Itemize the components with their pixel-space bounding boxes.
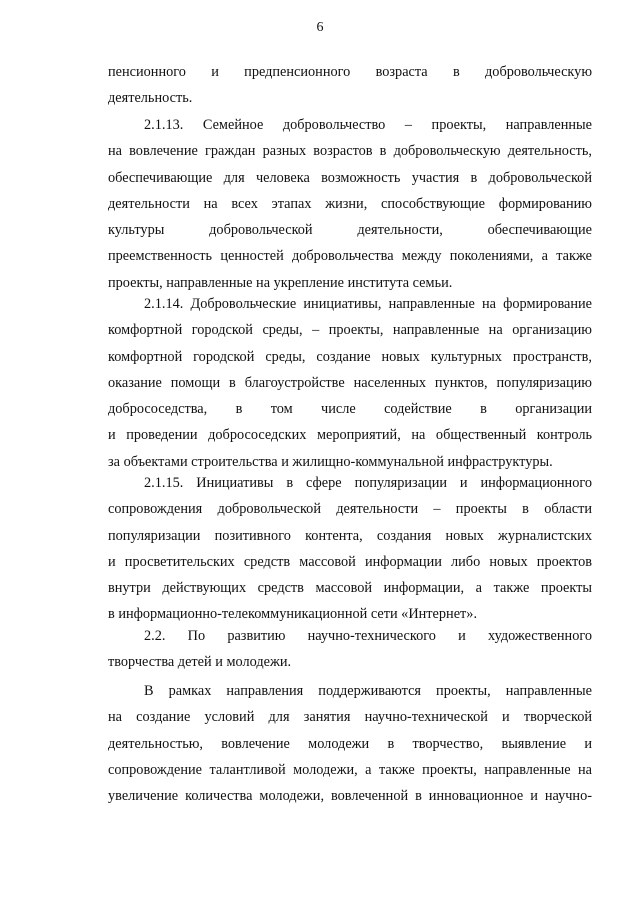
paragraph-line: и проведении добрососедских мероприятий, на общественный контроль xyxy=(108,427,592,444)
paragraph-continuation xyxy=(108,59,592,112)
paragraph-line: на создание условий для занятия научно-технической и творческой xyxy=(108,709,592,726)
paragraph-line: деятельность. xyxy=(108,90,193,107)
paragraph-line: за объектами строительства и жилищно-коммунальной инфраструктуры. xyxy=(108,453,553,470)
paragraph-direction xyxy=(108,678,592,809)
section-heading-2-2 xyxy=(108,623,592,676)
paragraph-line: обеспечивающие для человека возможность участия в добровольческой xyxy=(108,169,592,186)
paragraph-line: оказание помощи в благоустройстве населенных пунктов, популяризацию xyxy=(108,374,592,391)
paragraph-line: 2.1.13. Семейное добровольчество – проекты, направленные xyxy=(144,117,592,133)
paragraph-line: сопровождения добровольческой деятельности – проекты в области xyxy=(108,501,592,518)
paragraph-line: деятельности на всех этапах жизни, способствующие формированию xyxy=(108,195,592,212)
paragraph-line: деятельностью, вовлечение молодежи в творчество, выявление и xyxy=(108,735,592,752)
paragraph-line: пенсионного и предпенсионного возраста в добровольческую xyxy=(108,64,592,80)
paragraph-2-1-14 xyxy=(108,291,592,475)
paragraph-line: в информационно-телекоммуникационной сети «Интернет». xyxy=(108,606,478,623)
paragraph-line: увеличение количества молодежи, вовлеченной в инновационное и научно- xyxy=(108,788,592,805)
paragraph-line: внутри действующих средств массовой информации, а также проекты xyxy=(108,580,592,597)
paragraph-line: популяризации позитивного контента, создания новых журналистских xyxy=(108,527,592,544)
paragraph-line: творчества детей и молодежи. xyxy=(108,654,292,671)
paragraph-line: на вовлечение граждан разных возрастов в добровольческую деятельность, xyxy=(108,143,592,160)
paragraph-line: комфортной городской среды, создание новых культурных пространств, xyxy=(108,348,592,365)
paragraph-line: В рамках направления поддерживаются проекты, направленные xyxy=(144,683,592,699)
paragraph-line: комфортной городской среды, – проекты, направленные на организацию xyxy=(108,322,592,339)
paragraph-2-1-15 xyxy=(108,470,592,628)
paragraph-line: сопровождение талантливой молодежи, а также проекты, направленные на xyxy=(108,761,592,778)
paragraph-line: проекты, направленные на укрепление института семьи. xyxy=(108,274,453,291)
paragraph-line: 2.2. По развитию научно-технического и художественного xyxy=(144,628,592,644)
paragraph-line: добрососедства, в том числе содействие в организации xyxy=(108,401,592,418)
paragraph-line: культуры добровольческой деятельности, обеспечивающие xyxy=(108,222,592,239)
paragraph-line: преемственность ценностей добровольчества между поколениями, а также xyxy=(108,248,592,265)
page-number: 6 xyxy=(316,20,324,35)
paragraph-line: 2.1.14. Добровольческие инициативы, направленные на формирование xyxy=(144,296,592,312)
paragraph-line: и просветительских средств массовой информации либо новых проектов xyxy=(108,553,592,570)
paragraph-2-1-13 xyxy=(108,112,592,296)
paragraph-line: 2.1.15. Инициативы в сфере популяризации и информационного xyxy=(144,475,592,491)
